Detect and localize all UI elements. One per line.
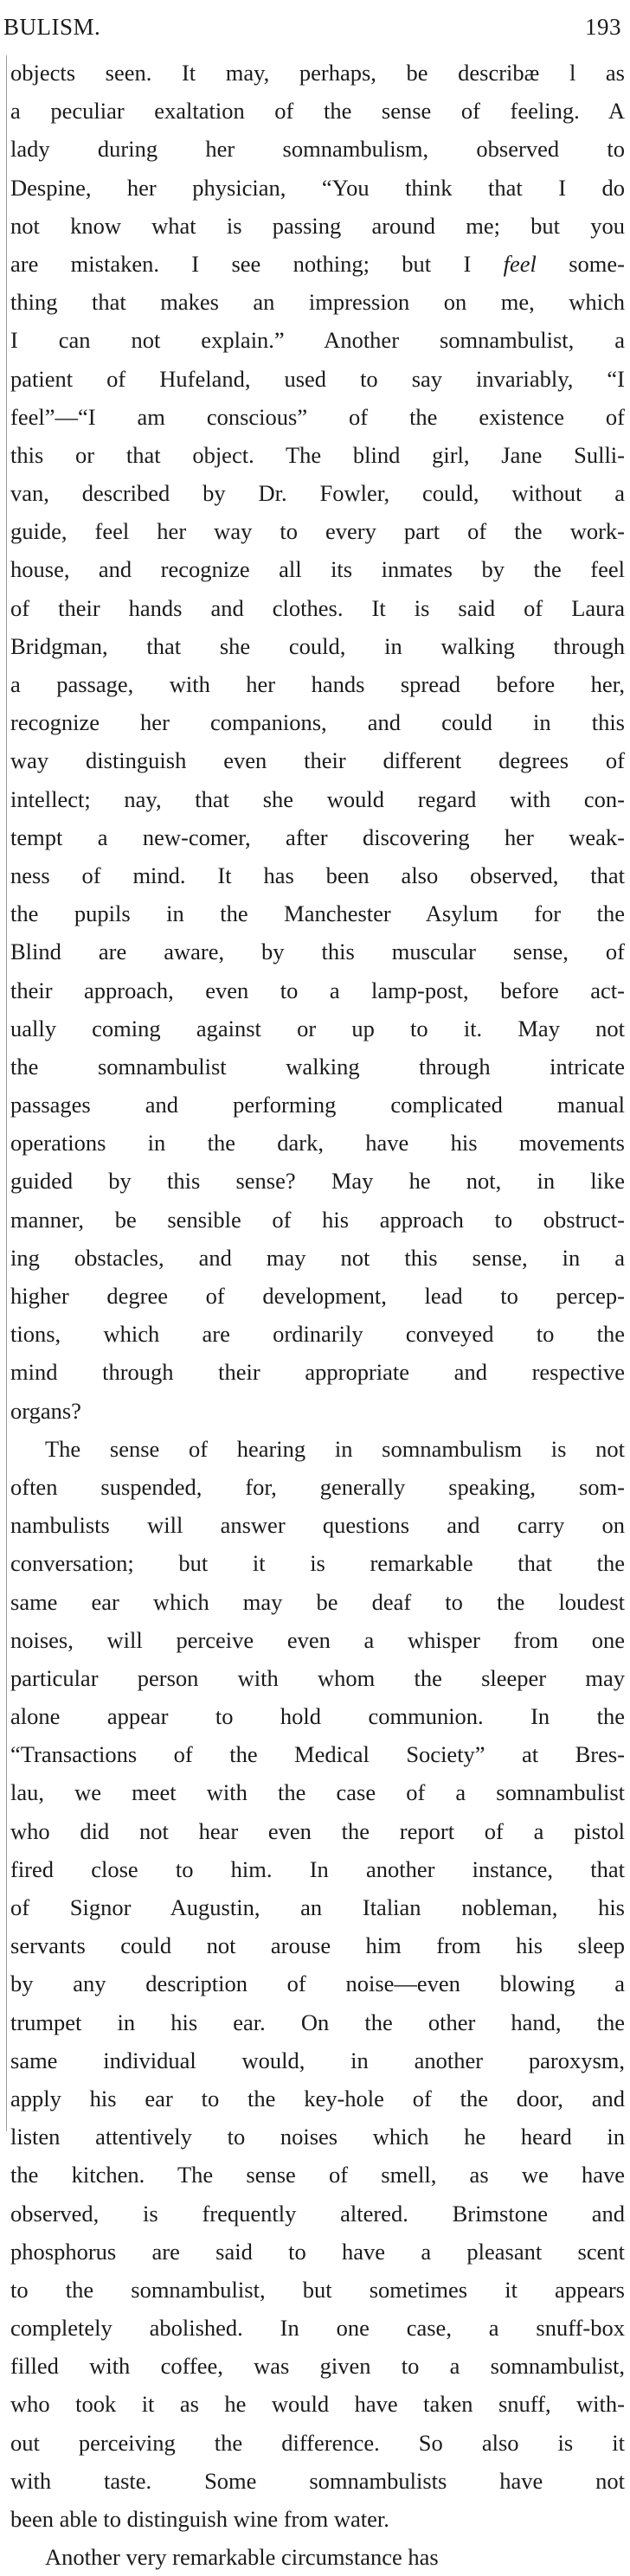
text-line: passages and performing complicated manual <box>10 1092 625 1118</box>
text-line: servants could not arouse him from his sleep <box>10 1932 625 1959</box>
text-line: of Signor Augustin, an Italian nobleman, his <box>10 1894 625 1920</box>
text-line: ing obstacles, and may not this sense, in a <box>10 1244 625 1271</box>
text-line: completely abolished. In one case, a snuff-box <box>10 2315 625 2342</box>
text-line: their approach, even to a lamp-post, before act- <box>10 977 625 1003</box>
text-line: tions, which are ordinarily conveyed to the <box>10 1321 625 1348</box>
text-line: been able to distinguish wine from water. <box>10 2506 389 2532</box>
column-rule <box>6 55 7 2131</box>
text-line: filled with coffee, was given to a somnambulist, <box>10 2353 625 2380</box>
text-line: patient of Hufeland, used to say invariably, “I <box>10 365 625 392</box>
text-line: ually coming against or up to it. May not <box>10 1015 625 1041</box>
text-line: operations in the dark, have his movements <box>10 1130 625 1157</box>
running-head-title: BULISM. <box>3 14 101 40</box>
text-line: objects seen. It may, perhaps, be describæ l as <box>10 60 625 86</box>
emphasis: feel <box>503 250 537 277</box>
text-line: feel”—“I am conscious” of the existence of <box>10 403 625 430</box>
text-line: van, described by Dr. Fowler, could, without a <box>10 480 625 507</box>
text-line: same individual would, in another paroxysm, <box>10 2047 625 2073</box>
running-head <box>3 14 621 48</box>
text-line: guide, feel her way to every part of the work- <box>10 518 625 545</box>
text-line: conversation; but it is remarkable that the <box>10 1550 625 1577</box>
text-line: house, and recognize all its inmates by the feel <box>10 556 625 583</box>
text-line: manner, be sensible of his approach to obstruct- <box>10 1206 625 1233</box>
text-line: out perceiving the difference. So also is it <box>10 2429 625 2456</box>
text-line: Another very remarkable circumstance has <box>45 2544 439 2571</box>
paragraph <box>10 1430 625 2538</box>
text-line: lau, we meet with the case of a somnambulist <box>10 1779 625 1806</box>
text-line: same ear which may be deaf to the loudest <box>10 1588 625 1615</box>
text-line: who did not hear even the report of a pistol <box>10 1817 625 1844</box>
text-line: often suspended, for, generally speaking, som- <box>10 1473 625 1500</box>
text-line: intellect; nay, that she would regard with con- <box>10 785 625 812</box>
text-line: nambulists will answer questions and carry on <box>10 1512 625 1539</box>
text-line: particular person with whom the sleeper may <box>10 1664 625 1691</box>
text-line: The sense of hearing in somnambulism is not <box>45 1435 625 1462</box>
text-line: trumpet in his ear. On the other hand, the <box>10 2009 625 2035</box>
body-text <box>10 54 625 2576</box>
text-line: mind through their appropriate and respective <box>10 1359 625 1386</box>
text-line: alone appear to hold communion. In the <box>10 1703 625 1730</box>
text-line: listen attentively to noises which he heard in <box>10 2124 625 2150</box>
text-line: observed, is frequently altered. Brimstone and <box>10 2200 625 2227</box>
text-line: “Transactions of the Medical Society” at Bres- <box>10 1741 625 1768</box>
text-line: tempt a new-comer, after discovering her weak- <box>10 823 625 850</box>
text-line: higher degree of development, lead to percep- <box>10 1283 625 1309</box>
text-line: who took it as he would have taken snuff, with- <box>10 2391 625 2418</box>
text-line: a peculiar exaltation of the sense of feeling. A <box>10 98 625 125</box>
text-line: the somnambulist walking through intricate <box>10 1053 625 1080</box>
text-line: the kitchen. The sense of smell, as we have <box>10 2162 625 2188</box>
text-line: the pupils in the Manchester Asylum for the <box>10 900 625 927</box>
text-line: ness of mind. It has been also observed, that <box>10 862 625 888</box>
text-line: a passage, with her hands spread before her, <box>10 671 625 697</box>
text-line: to the somnambulist, but sometimes it appears <box>10 2276 625 2303</box>
text-line: lady during her somnambulism, observed to <box>10 136 625 163</box>
text-line: Blind are aware, by this muscular sense, of <box>10 939 625 965</box>
text-line: this or that object. The blind girl, Jane Sulli- <box>10 441 625 468</box>
text-line: Despine, her physician, “You think that I do <box>10 174 625 201</box>
text-line: fired close to him. In another instance, that <box>10 1855 625 1882</box>
page-number: 193 <box>585 14 621 40</box>
text-line: apply his ear to the key-hole of the door, and <box>10 2085 625 2111</box>
paragraph <box>10 2538 625 2576</box>
text-line: organs? <box>10 1397 81 1424</box>
text-line: Bridgman, that she could, in walking through <box>10 632 625 659</box>
text-line: by any description of noise—even blowing a <box>10 1970 625 1997</box>
text-line: with taste. Some somnambulists have not <box>10 2467 625 2494</box>
text-line: of their hands and clothes. It is said of Laura <box>10 594 625 621</box>
text-line: way distinguish even their different degrees of <box>10 747 625 774</box>
text-line: not know what is passing around me; but you <box>10 212 625 239</box>
text-line: noises, will perceive even a whisper from one <box>10 1626 625 1653</box>
text-line: are mistaken. I see nothing; but I feel some- <box>10 250 625 277</box>
paragraph <box>10 54 625 1430</box>
text-line: recognize her companions, and could in this <box>10 709 625 736</box>
text-line: thing that makes an impression on me, which <box>10 289 625 316</box>
text-line: phosphorus are said to have a pleasant scent <box>10 2238 625 2265</box>
text-line: I can not explain.” Another somnambulist, a <box>10 327 625 354</box>
text-line: guided by this sense? May he not, in like <box>10 1168 625 1195</box>
